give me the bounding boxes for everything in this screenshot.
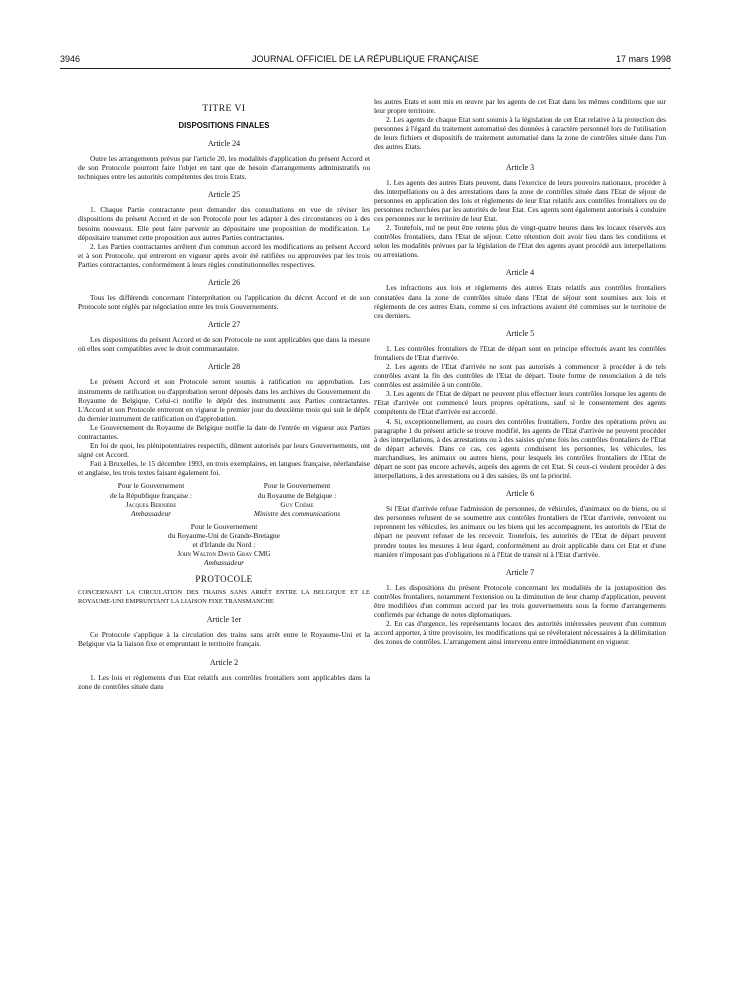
article-4-text: Les infractions aux lois et règlements des autres Etats relatifs aux contrôles frontaliers constatées dans la zone de contrôles située dans l'Etat de séjour sont soumises aux lois et règlements de ces autres Etats, comme si ces infractions avaient été commises sur le territoire de ces derniers. [374, 283, 666, 320]
article-28-paragraph-1: Le présent Accord et son Protocole seront soumis à ratification ou approbation. Les instruments de ratification ou d'approbation seront déposés dans les archives du Gouvernement du Royaume de Belgique. Celui-ci notifie le dépôt des instruments aux Parties contractantes. L'Accord et son Protocole entreront en vigueur le premier jour du deuxième mois qui suit le dépôt du dernier instrument de ratification ou d'approbation. [78, 377, 370, 423]
signature-france-role: Ambassadeur [131, 508, 171, 518]
signature-belgium-line-2: du Royaume de Belgique : [257, 490, 337, 500]
publication-date: 17 mars 1998 [615, 54, 671, 64]
article-7-paragraph-1: 1. Les dispositions du présent Protocole concernant les modalités de la juxtaposition des contrôles frontaliers, notamment l'extension ou la diminution de leur champ d'application, peuvent être modifiées d'un commun accord par les trois gouvernements sous la forme d'arrangements confirmés par échange de notes diplomatiques. [374, 582, 666, 620]
signature-belgium-name: Guy Coëme [280, 499, 314, 509]
article-28-paragraph-3: En foi de quoi, les plénipotentiaires respectifs, dûment autorisés par leurs Gouvernements, ont signé cet Accord. [78, 441, 370, 460]
article-5-paragraph-4: 4. Si, exceptionnellement, au cours des contrôles frontaliers, l'ordre des opérations prévu au paragraphe 1 du présent article se trouve modifié, les agents de l'Etat d'arrivée ne peuvent procéder à des interpellations, à des arrestations ou à des saisies qu'une fois les contrôles frontaliers de l'Etat de départ achevés. Dans ce cas, ces agents conduisent les personnes, les véhicules, les marchandises, les animaux ou autres biens, pour lesquels les contrôles frontaliers de l'Etat de départ ne sont pas encore achevés, auprès des agents de cet Etat. Si ceux-ci veulent procéder à des interpellations, à des arrestations ou à des saisies, ils ont la priorité. [374, 416, 666, 481]
signature-uk-line-3: et d'Irlande du Nord : [192, 540, 256, 549]
article-28-heading: Article 28 [207, 362, 241, 372]
page-header [60, 54, 671, 69]
article-25-paragraph-2: 2. Les Parties contractantes arrêtent d'un commun accord les modifications au présent Accord et à son Protocole, qui entreront en vigueur après avoir été ratifiées ou approuvées par les trois Parties contractantes, conformément à leurs règles constitutionnelles respectives. [78, 241, 370, 269]
article-28-paragraph-4: Fait à Bruxelles, le 15 décembre 1993, en trois exemplaires, en langues française, néerlandaise et anglaise, les trois textes faisant également foi. [78, 459, 370, 478]
article-3-paragraph-1: 1. Les agents des autres Etats peuvent, dans l'exercice de leurs pouvoirs nationaux, procéder à des interpellations ou à des arrestations dans la zone de contrôles située dans l'Etat de séjour de personnes en application des lois et règlements de leur Etat relatifs aux contrôles frontaliers ou de personnes recherchées par les autorités de leur Etat. Ces agents sont également autorisés à conduire ces personnes sur le territoire de leur Etat. [374, 177, 666, 223]
article-27-heading: Article 27 [207, 320, 241, 330]
signature-uk-line-1: Pour le Gouvernement [190, 521, 258, 531]
article-6-heading: Article 6 [505, 489, 535, 499]
article-26-text: Tous les différends concernant l'interprétation ou l'application du décret Accord et de son Protocole sont réglés par négociation entre les trois Gouvernements. [78, 293, 370, 312]
journal-title: JOURNAL OFFICIEL DE LA RÉPUBLIQUE FRANÇAISE [252, 54, 479, 64]
article-25-heading: Article 25 [207, 190, 241, 200]
article-2-continuation: les autres Etats et sont mis en œuvre par les agents de cet Etat dans les mêmes conditions que sur leur propre territoire. [374, 97, 666, 116]
article-7-heading: Article 7 [505, 567, 535, 577]
signature-uk-name: John Walton David Gray CMG [177, 549, 271, 559]
page-number: 3946 [60, 54, 81, 64]
signature-france [78, 481, 224, 517]
article-5-paragraph-2: 2. Les agents de l'Etat d'arrivée ne sont pas autorisés à commencer à procéder à de tels contrôles avant la fin des contrôles de l'Etat de départ. Toute forme de renonciation à de tels contrôles est assimilée à un contrôle. [374, 361, 666, 390]
article-6-text: Si l'Etat d'arrivée refuse l'admission de personnes, de véhicules, d'animaux ou de biens, ou si des personnes refusent de se soumettre aux contrôles frontaliers de l'Etat d'arrivée, renvoient ou reprennent les véhicules, les animaux ou les biens qui les accompagnent, les autorités de l'Etat de départ ne peuvent refuser de les recevoir. Toutefois, les autorités de l'Etat de départ peuvent prendre toutes les mesures à leur égard, conformément au droit applicable dans cet Etat et d'une manière n'imposant pas d'obligations ni à l'Etat de transit ni à l'Etat d'arrivée. [374, 504, 666, 559]
article-4-heading: Article 4 [505, 268, 535, 278]
right-column [374, 97, 666, 646]
signature-belgium-role: Ministre des communications [253, 508, 341, 518]
article-5-heading: Article 5 [505, 328, 535, 338]
article-28-paragraph-2: Le Gouvernement du Royaume de Belgique notifie la date de l'entrée en vigueur aux Parties contractantes. [78, 422, 370, 441]
signature-belgium-line-1: Pour le Gouvernement [263, 481, 331, 491]
article-3-heading: Article 3 [505, 162, 535, 172]
protocole-description: CONCERNANT LA CIRCULATION DES TRAINS SANS ARRÊT ENTRE LA BELGIQUE ET LE ROYAUME-UNI EMPRUNTANT LA LIAISON FIXE TRANSMANCHE [78, 589, 370, 605]
signature-uk-line-2: du Royaume-Uni de Grande-Bretagne [168, 530, 280, 540]
signature-belgium [224, 481, 370, 517]
article-26-heading: Article 26 [207, 278, 241, 288]
article-7-paragraph-2: 2. En cas d'urgence, les représentants locaux des autorités intéressées peuvent d'un commun accord apporter, à titre provisoire, les modifications qui se révéleraient nécessaires à la délimitation des zones de contrôles. L'arrangement ainsi intervenu entre immédiatement en vigueur. [374, 619, 666, 647]
left-column [78, 97, 370, 691]
article-5-paragraph-1: 1. Les contrôles frontaliers de l'Etat de départ sont en principe effectués avant les contrôles frontaliers de l'Etat d'arrivée. [374, 343, 666, 362]
article-3-paragraph-2: 2. Toutefois, nul ne peut être retenu plus de vingt-quatre heures dans les locaux réservés aux contrôles frontaliers, dans l'Etat de séjour. Cette rétention doit avoir lieu dans les conditions et selon les modalités prévues par la législation de l'Etat des agents ayant procédé aux interpellations ou arrestations. [374, 223, 666, 260]
protocole-title: PROTOCOLE [195, 574, 253, 585]
signature-uk-role: Ambassadeur [204, 558, 244, 568]
dispositions-finales-heading: DISPOSITIONS FINALES [178, 121, 270, 130]
protocole-article-1-heading: Article 1er [206, 615, 242, 625]
protocole-article-2-heading: Article 2 [209, 657, 239, 667]
article-5-paragraph-3: 3. Les agents de l'Etat de départ ne peuvent plus effectuer leurs contrôles lorsque les agents de l'Etat d'arrivée ont commencé leurs propres opérations, sauf si le consentement des agents compétents de l'Etat d'arrivée est accordé. [374, 389, 666, 417]
signature-france-line-1: Pour le Gouvernement [117, 481, 185, 491]
signature-uk [78, 522, 370, 567]
titre-heading: TITRE VI [202, 104, 246, 114]
signature-france-name: Jacques Bernière [125, 499, 177, 509]
article-27-text: Les dispositions du présent Accord et de son Protocole ne sont applicables que dans la mesure où elles sont compatibles avec le droit communautaire. [78, 335, 370, 354]
protocole-article-1-text: Ce Protocole s'applique à la circulation des trains sans arrêt entre le Royaume-Uni et la Belgique via la liaison fixe et empruntant le territoire français. [78, 630, 370, 649]
article-25-paragraph-1: 1. Chaque Partie contractante peut demander des consultations en vue de réviser les dispositions du présent Accord et de son Protocole pour les adapter à des circonstances ou à des besoins nouveaux. Elle peut faire parvenir au dépositaire une proposition de modification. Le dépositaire transmet cette proposition aux autres Parties contractantes. [78, 205, 370, 242]
signature-france-line-2: de la République française : [110, 490, 192, 500]
article-24-heading: Article 24 [207, 139, 241, 149]
protocole-article-2-paragraph-1: 1. Les lois et règlements d'un Etat relatifs aux contrôles frontaliers sont applicables dans la zone de contrôles située dans [78, 672, 370, 691]
article-2-paragraph-2: 2. Les agents de chaque Etat sont soumis à la législation de cet Etat relative à la protection des personnes à l'égard du traitement automatisé des données à caractère personnel lors de l'utilisation de leurs fichiers et dispositifs de traitement automatisé dans la zone de contrôles située dans l'un des autres Etats. [374, 115, 666, 152]
article-24-text: Outre les arrangements prévus par l'article 20, les modalités d'application du présent Accord et de son Protocole pourront faire l'objet en tant que de besoin d'arrangements administratifs ou techniques entre les autorités compétentes des trois Etats. [78, 154, 370, 182]
signatures-row [78, 481, 370, 517]
